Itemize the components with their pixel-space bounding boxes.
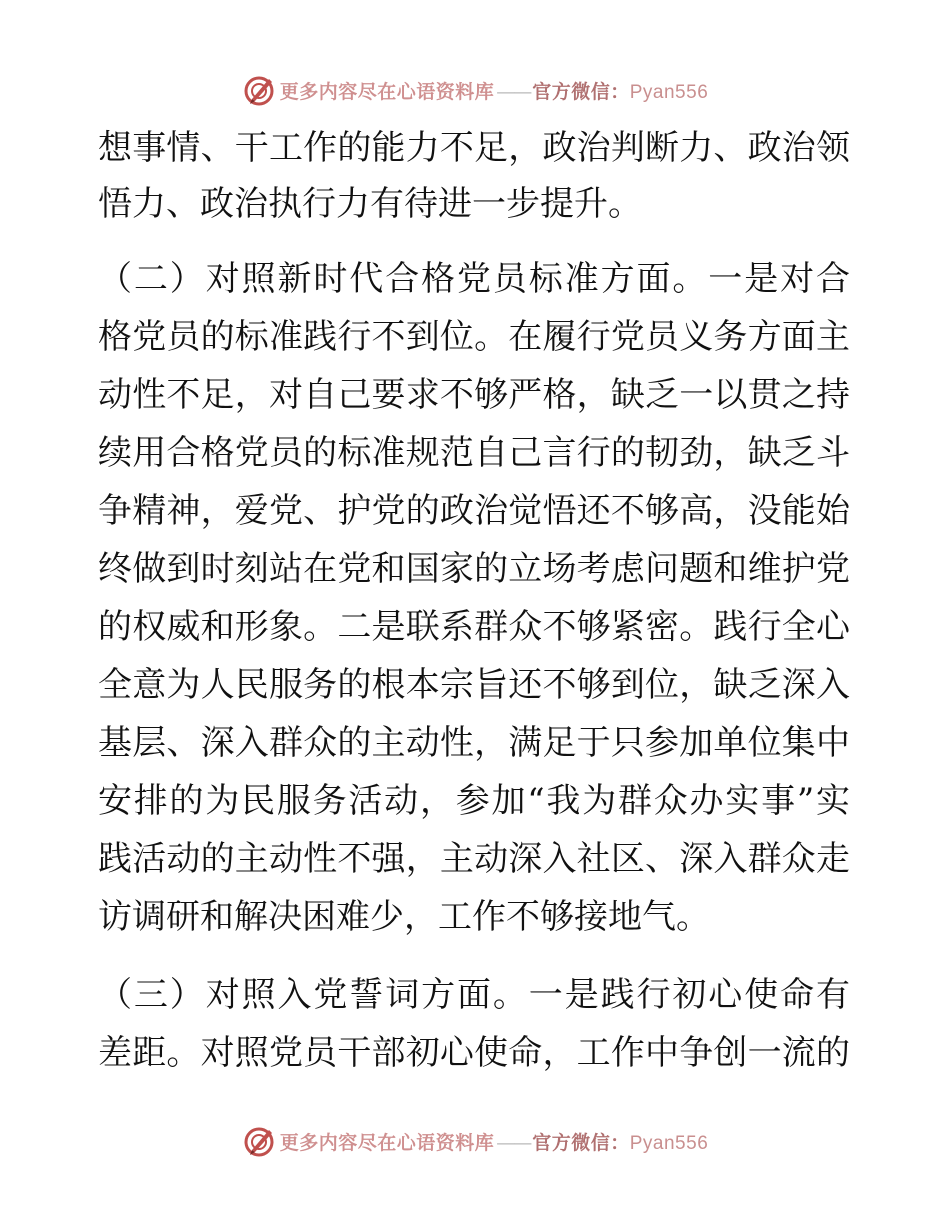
text-line: 续用合格党员的标准规范自己言行的韧劲，缺乏斗 bbox=[98, 433, 850, 473]
text-line: （二）对照新时代合格党员标准方面。一是对合 bbox=[98, 259, 850, 299]
watermark-site-text: 更多内容尽在心语资料库 bbox=[279, 1131, 495, 1154]
text-line: 全意为人民服务的根本宗旨还不够到位，缺乏深入 bbox=[98, 665, 850, 705]
watermark-dash: —— bbox=[496, 80, 531, 103]
pen-logo-icon bbox=[242, 73, 276, 107]
watermark-header bbox=[0, 70, 950, 110]
watermark-dash: —— bbox=[496, 1131, 531, 1154]
text-line: 动性不足，对自己要求不够严格，缺乏一以贯之持 bbox=[98, 375, 850, 415]
watermark-wechat-label: 官方微信： bbox=[532, 80, 630, 103]
text-line: 差距。对照党员干部初心使命，工作中争创一流的 bbox=[98, 1033, 850, 1073]
text-line: 终做到时刻站在党和国家的立场考虑问题和维护党 bbox=[98, 549, 850, 589]
text-line: 访调研和解决困难少，工作不够接地气。 bbox=[98, 897, 710, 937]
text-line: 争精神，爱党、护党的政治觉悟还不够高，没能始 bbox=[98, 491, 850, 531]
text-line: 想事情、干工作的能力不足，政治判断力、政治领 bbox=[98, 128, 850, 168]
text-line: 悟力、政治执行力有待进一步提升。 bbox=[98, 184, 642, 224]
text-line: 践活动的主动性不强，主动深入社区、深入群众走 bbox=[98, 839, 850, 879]
pen-logo-icon bbox=[242, 1124, 276, 1158]
watermark-wechat-label: 官方微信： bbox=[532, 1131, 630, 1154]
text-line: 格党员的标准践行不到位。在履行党员义务方面主 bbox=[98, 317, 850, 357]
text-line: 的权威和形象。二是联系群众不够紧密。践行全心 bbox=[98, 607, 850, 647]
watermark-site-text: 更多内容尽在心语资料库 bbox=[279, 80, 495, 103]
text-line: 基层、深入群众的主动性，满足于只参加单位集中 bbox=[98, 723, 850, 763]
watermark-wechat-id: Pyan556 bbox=[629, 1132, 709, 1154]
watermark-footer bbox=[0, 1121, 950, 1161]
text-line: 安排的为民服务活动，参加“我为群众办实事”实 bbox=[98, 781, 850, 821]
text-line: （三）对照入党誓词方面。一是践行初心使命有 bbox=[98, 975, 850, 1015]
watermark-wechat-id: Pyan556 bbox=[629, 81, 709, 103]
